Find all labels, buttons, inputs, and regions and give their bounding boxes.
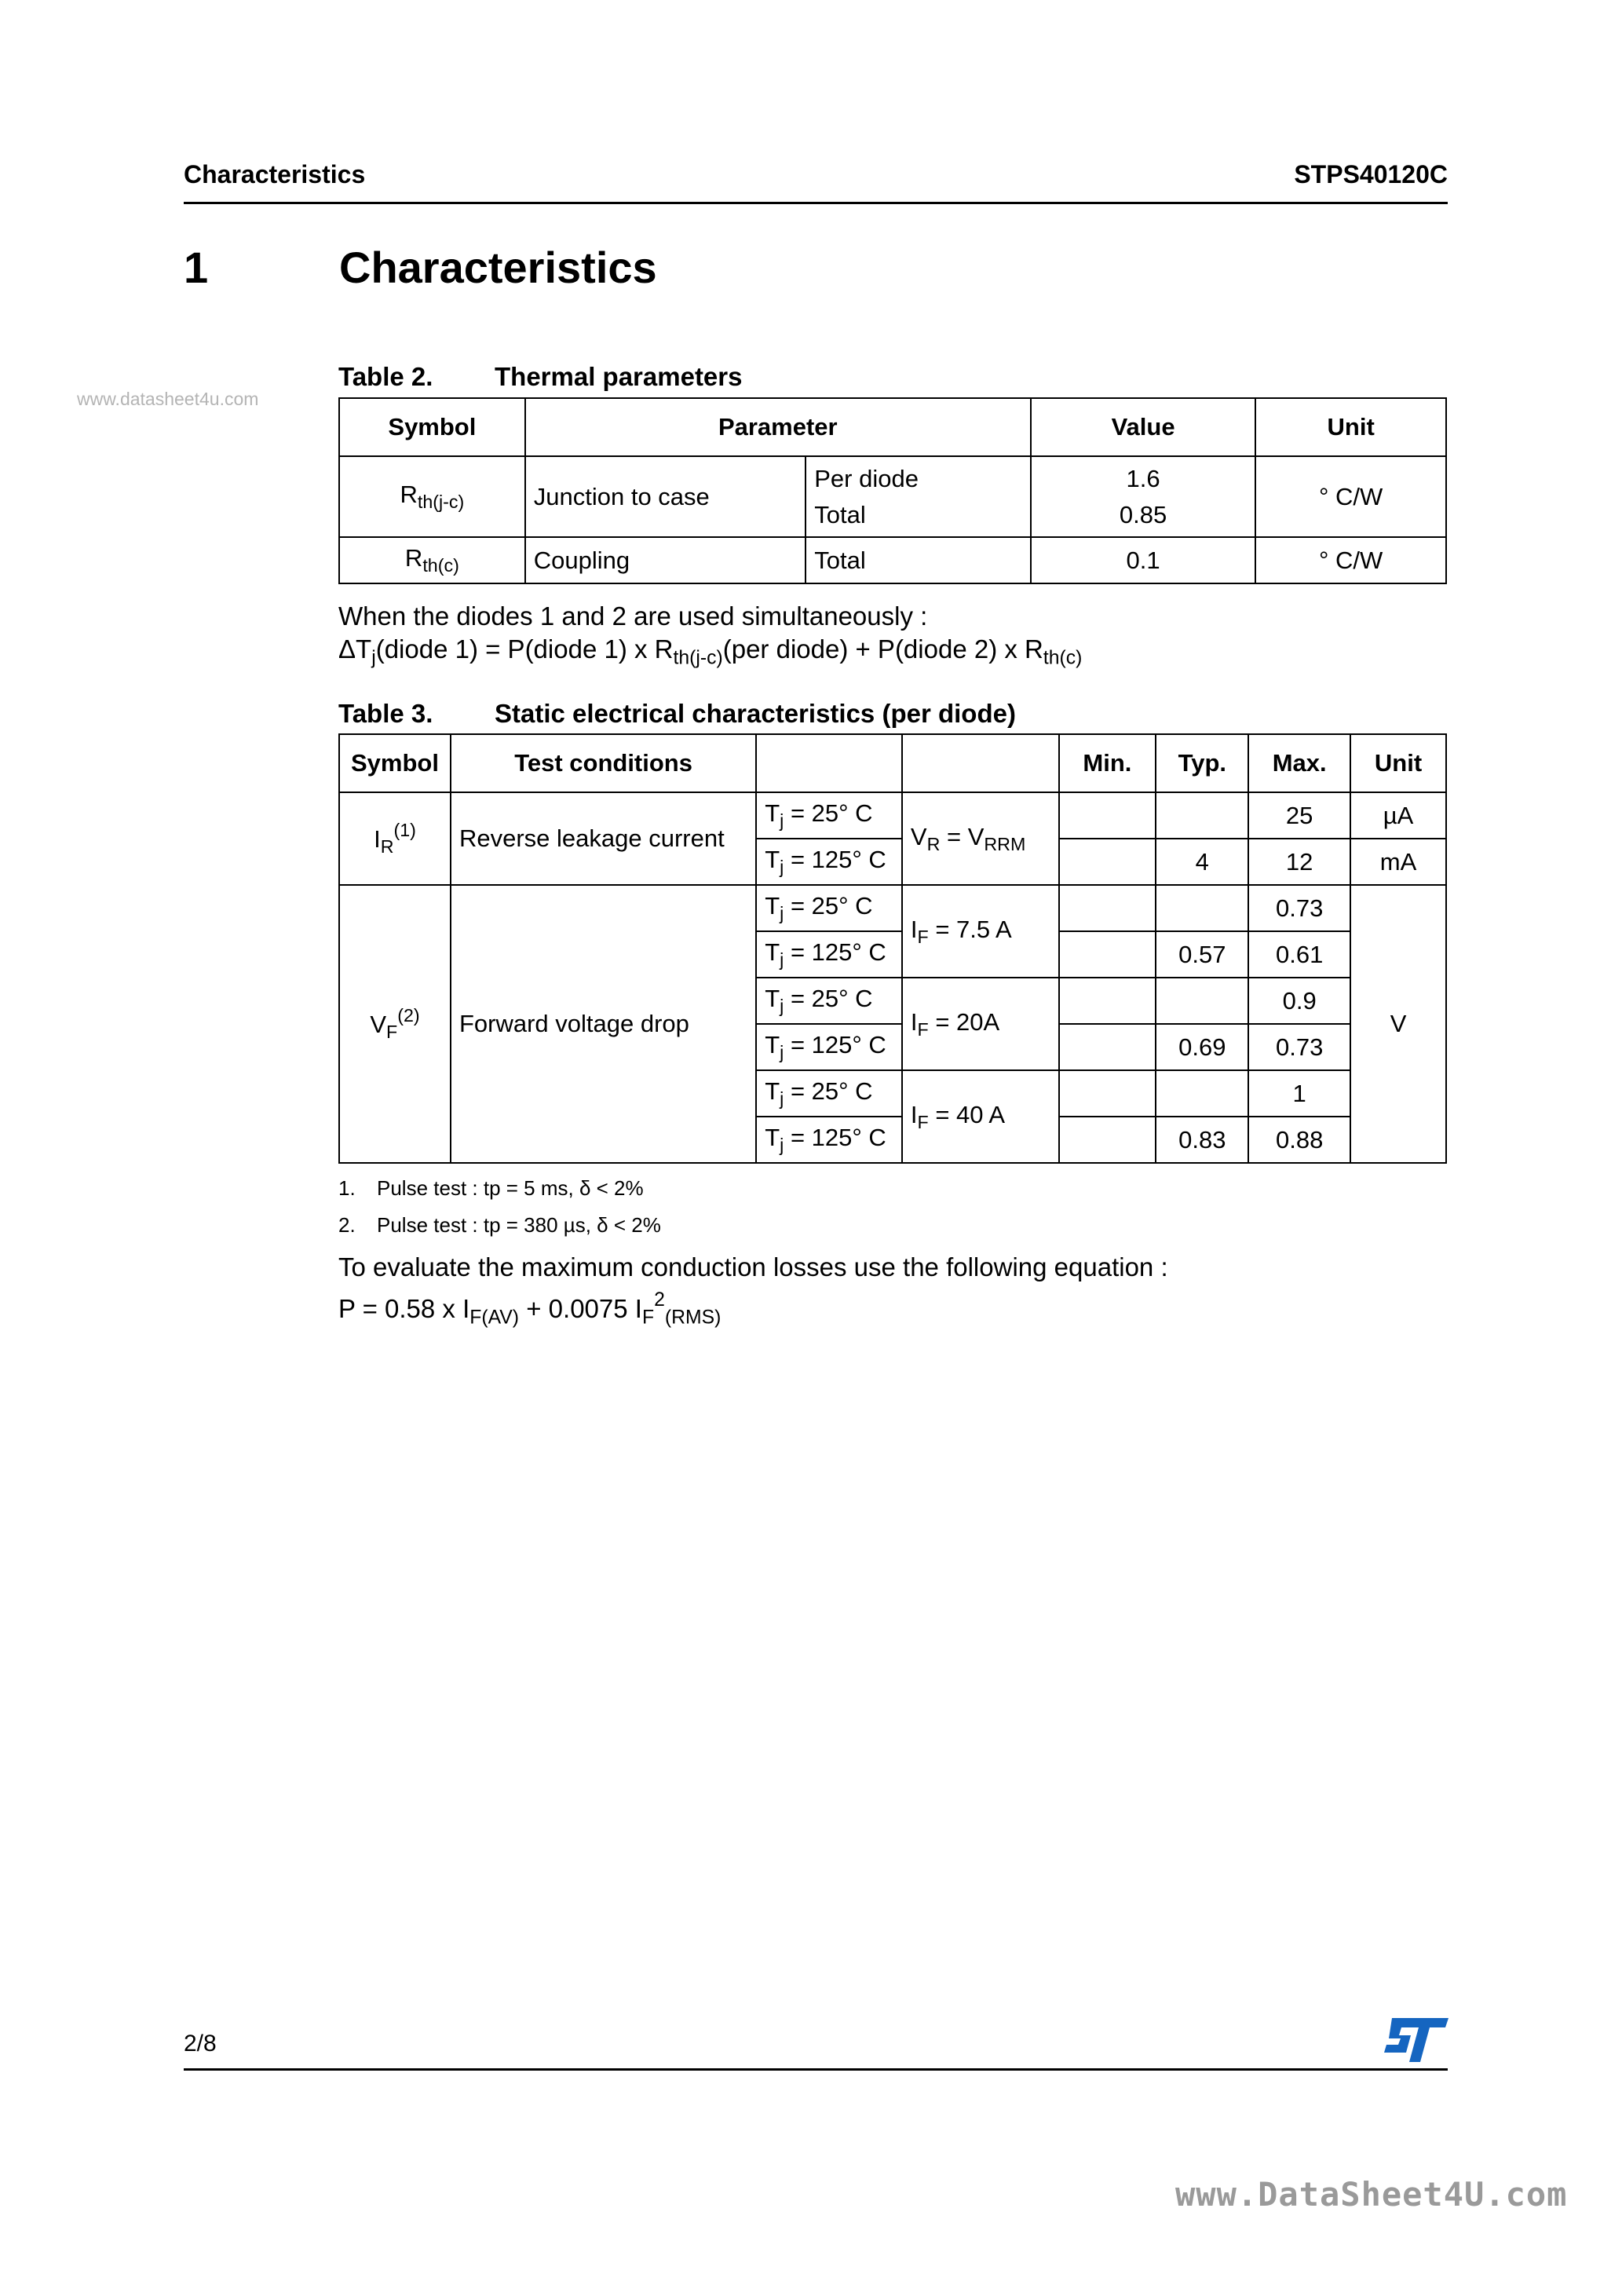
note-line: When the diodes 1 and 2 are used simultaneously : bbox=[338, 601, 928, 631]
typ-cell bbox=[1156, 885, 1248, 931]
static-electrical-table bbox=[338, 733, 1447, 1164]
min-cell bbox=[1059, 1070, 1156, 1117]
page-number: 2/8 bbox=[184, 2031, 217, 2057]
tj-value: = 125° C bbox=[784, 1031, 886, 1059]
tj-main: T bbox=[765, 846, 780, 874]
max-cell: 12 bbox=[1248, 839, 1350, 885]
eq-sub2: th(c) bbox=[1043, 647, 1083, 669]
typ-cell bbox=[1156, 978, 1248, 1024]
conduction-line: To evaluate the maximum conduction losses use the following equation : bbox=[338, 1252, 1168, 1281]
typ-cell: 0.83 bbox=[1156, 1117, 1248, 1163]
col-test-conditions: Test conditions bbox=[451, 734, 756, 792]
symbol-main: R bbox=[400, 481, 418, 509]
col-unit: Unit bbox=[1350, 734, 1446, 792]
max-cell: 0.73 bbox=[1248, 1024, 1350, 1070]
tj-cell bbox=[756, 1070, 902, 1117]
cond-sub-b: RRM bbox=[984, 833, 1026, 854]
tj-cell bbox=[756, 885, 902, 931]
tj-cell bbox=[756, 839, 902, 885]
eq-sub2: F bbox=[641, 1307, 655, 1329]
condition-per-diode: Per diode bbox=[814, 464, 919, 492]
table2-caption-title: Thermal parameters bbox=[495, 362, 743, 391]
table-header-row bbox=[339, 398, 1446, 456]
symbol-cell bbox=[339, 537, 525, 583]
if-main: I bbox=[910, 915, 918, 943]
st-logo-text: ST bbox=[1416, 2057, 1418, 2058]
parameter-cell: Junction to case bbox=[525, 456, 806, 537]
tj-value: = 25° C bbox=[784, 799, 873, 828]
min-cell bbox=[1059, 1024, 1156, 1070]
col-empty bbox=[756, 734, 902, 792]
tj-main: T bbox=[765, 938, 780, 967]
value-cell: 0.1 bbox=[1031, 537, 1256, 583]
max-cell: 0.9 bbox=[1248, 978, 1350, 1024]
eq-part-a: P = 0.58 x I bbox=[338, 1293, 470, 1323]
max-cell: 25 bbox=[1248, 792, 1350, 839]
if-sub: F bbox=[917, 1111, 929, 1132]
table-header-row bbox=[339, 734, 1446, 792]
table-row bbox=[339, 792, 1446, 839]
eq-part-a: (diode 1) = P(diode 1) x R bbox=[375, 634, 674, 664]
tj-sub: j bbox=[780, 810, 784, 831]
unit-cell: mA bbox=[1350, 839, 1446, 885]
eq-sub1: F(AV) bbox=[469, 1307, 520, 1329]
symbol-sub: th(j-c) bbox=[417, 491, 465, 512]
if-value: = 20A bbox=[928, 1007, 1000, 1036]
if-sub: F bbox=[917, 926, 929, 947]
st-logo-icon bbox=[1384, 2018, 1448, 2062]
col-min: Min. bbox=[1059, 734, 1156, 792]
unit-cell: ° C/W bbox=[1255, 537, 1446, 583]
power-equation bbox=[338, 1284, 1168, 1334]
eq-sub1: th(j-c) bbox=[673, 647, 723, 669]
symbol-cell bbox=[339, 885, 451, 1163]
min-cell bbox=[1059, 792, 1156, 839]
symbol-sub: R bbox=[380, 835, 394, 857]
tj-value: = 25° C bbox=[784, 1077, 873, 1106]
tj-main: T bbox=[765, 985, 780, 1013]
col-typ: Typ. bbox=[1156, 734, 1248, 792]
min-cell bbox=[1059, 931, 1156, 978]
table-row bbox=[339, 537, 1446, 583]
thermal-parameters-table bbox=[338, 397, 1447, 584]
symbol-main: V bbox=[370, 1010, 387, 1038]
unit-cell: µA bbox=[1350, 792, 1446, 839]
tj-main: T bbox=[765, 892, 780, 920]
footnote-ref: (2) bbox=[397, 1005, 420, 1026]
unit-cell: V bbox=[1350, 885, 1446, 1163]
parameter-cell: Forward voltage drop bbox=[451, 885, 756, 1163]
footnote-1-number: 1. bbox=[338, 1176, 356, 1200]
header-part-number: STPS40120C bbox=[1294, 160, 1448, 188]
min-cell bbox=[1059, 1117, 1156, 1163]
max-cell: 0.61 bbox=[1248, 931, 1350, 978]
eq-j: j bbox=[371, 647, 376, 669]
cond-sub-a: R bbox=[926, 833, 941, 854]
value-per-diode: 1.6 bbox=[1126, 464, 1160, 492]
parameter-cell: Coupling bbox=[525, 537, 806, 583]
table-row bbox=[339, 456, 1446, 537]
min-cell bbox=[1059, 978, 1156, 1024]
section-number: 1 bbox=[184, 243, 209, 292]
col-value: Value bbox=[1031, 398, 1256, 456]
footnote-ref: (1) bbox=[393, 820, 416, 841]
tj-sub: j bbox=[780, 902, 784, 923]
max-cell: 1 bbox=[1248, 1070, 1350, 1117]
unit-cell: ° C/W bbox=[1255, 456, 1446, 537]
if-main: I bbox=[910, 1100, 918, 1128]
if-main: I bbox=[910, 1007, 918, 1036]
typ-cell bbox=[1156, 792, 1248, 839]
table3-caption-title: Static electrical characteristics (per diode) bbox=[495, 699, 1016, 728]
watermark-top: www.datasheet4u.com bbox=[77, 389, 259, 409]
cond-b: = V bbox=[940, 822, 985, 850]
symbol-main: R bbox=[404, 544, 423, 572]
parameter-cell: Reverse leakage current bbox=[451, 792, 756, 885]
symbol-sub: F bbox=[386, 1021, 398, 1042]
tj-sub: j bbox=[780, 995, 784, 1016]
tj-sub: j bbox=[780, 1041, 784, 1062]
conduction-losses-note bbox=[338, 1251, 1168, 1334]
tj-cell bbox=[756, 931, 902, 978]
max-cell: 0.88 bbox=[1248, 1117, 1350, 1163]
tj-main: T bbox=[765, 799, 780, 828]
tj-value: = 25° C bbox=[784, 892, 873, 920]
typ-cell: 4 bbox=[1156, 839, 1248, 885]
eq-sup: 2 bbox=[654, 1289, 665, 1311]
section-title: Characteristics bbox=[339, 243, 657, 292]
eq-part-b: + 0.0075 I bbox=[519, 1293, 642, 1323]
col-symbol: Symbol bbox=[339, 734, 451, 792]
tj-value: = 125° C bbox=[784, 1124, 886, 1152]
tj-value: = 25° C bbox=[784, 985, 873, 1013]
if-sub: F bbox=[917, 1018, 929, 1040]
condition-total: Total bbox=[814, 500, 866, 528]
tj-value: = 125° C bbox=[784, 938, 886, 967]
tj-value: = 125° C bbox=[784, 846, 886, 874]
col-parameter: Parameter bbox=[525, 398, 1031, 456]
footnote-1-text: Pulse test : tp = 5 ms, δ < 2% bbox=[377, 1176, 644, 1200]
col-empty bbox=[902, 734, 1059, 792]
col-unit: Unit bbox=[1255, 398, 1446, 456]
typ-cell: 0.69 bbox=[1156, 1024, 1248, 1070]
condition-cell bbox=[902, 885, 1059, 978]
tj-main: T bbox=[765, 1124, 780, 1152]
footnote-2-number: 2. bbox=[338, 1213, 356, 1237]
table2-caption-label: Table 2. bbox=[338, 362, 433, 391]
condition-cell bbox=[902, 792, 1059, 885]
delta-tj-equation bbox=[338, 633, 1082, 675]
tj-cell bbox=[756, 792, 902, 839]
tj-sub: j bbox=[780, 856, 784, 877]
min-cell bbox=[1059, 885, 1156, 931]
min-cell bbox=[1059, 839, 1156, 885]
tj-cell bbox=[756, 1024, 902, 1070]
watermark-bottom: www.DataSheet4U.com bbox=[1175, 2175, 1568, 2214]
footer-rule bbox=[184, 2068, 1448, 2071]
eq-sub3: (RMS) bbox=[664, 1307, 721, 1329]
typ-cell bbox=[1156, 1070, 1248, 1117]
header-section-title: Characteristics bbox=[184, 160, 366, 188]
tj-cell bbox=[756, 978, 902, 1024]
col-max: Max. bbox=[1248, 734, 1350, 792]
typ-cell: 0.57 bbox=[1156, 931, 1248, 978]
if-value: = 7.5 A bbox=[928, 915, 1012, 943]
header-rule bbox=[184, 202, 1448, 204]
table3-caption-label: Table 3. bbox=[338, 699, 433, 728]
condition-cell bbox=[902, 978, 1059, 1070]
eq-part-b: (per diode) + P(diode 2) x R bbox=[722, 634, 1043, 664]
symbol-cell bbox=[339, 456, 525, 537]
value-total: 0.85 bbox=[1119, 500, 1167, 528]
tj-cell bbox=[756, 1117, 902, 1163]
symbol-cell bbox=[339, 792, 451, 885]
tj-sub: j bbox=[780, 1134, 784, 1155]
tj-main: T bbox=[765, 1077, 780, 1106]
max-cell: 0.73 bbox=[1248, 885, 1350, 931]
footnote-2-text: Pulse test : tp = 380 µs, δ < 2% bbox=[377, 1213, 661, 1237]
tj-sub: j bbox=[780, 1088, 784, 1109]
tj-main: T bbox=[765, 1031, 780, 1059]
condition-cell bbox=[806, 456, 1031, 537]
condition-cell bbox=[902, 1070, 1059, 1163]
value-cell bbox=[1031, 456, 1256, 537]
symbol-sub: th(c) bbox=[422, 554, 459, 576]
simultaneous-note bbox=[338, 600, 1082, 675]
if-value: = 40 A bbox=[928, 1100, 1006, 1128]
condition-cell: Total bbox=[806, 537, 1031, 583]
table-row bbox=[339, 885, 1446, 931]
eq-delta: ΔT bbox=[338, 634, 372, 664]
symbol-main: I bbox=[374, 824, 381, 853]
cond-a: V bbox=[910, 822, 927, 850]
col-symbol: Symbol bbox=[339, 398, 525, 456]
tj-sub: j bbox=[780, 949, 784, 970]
